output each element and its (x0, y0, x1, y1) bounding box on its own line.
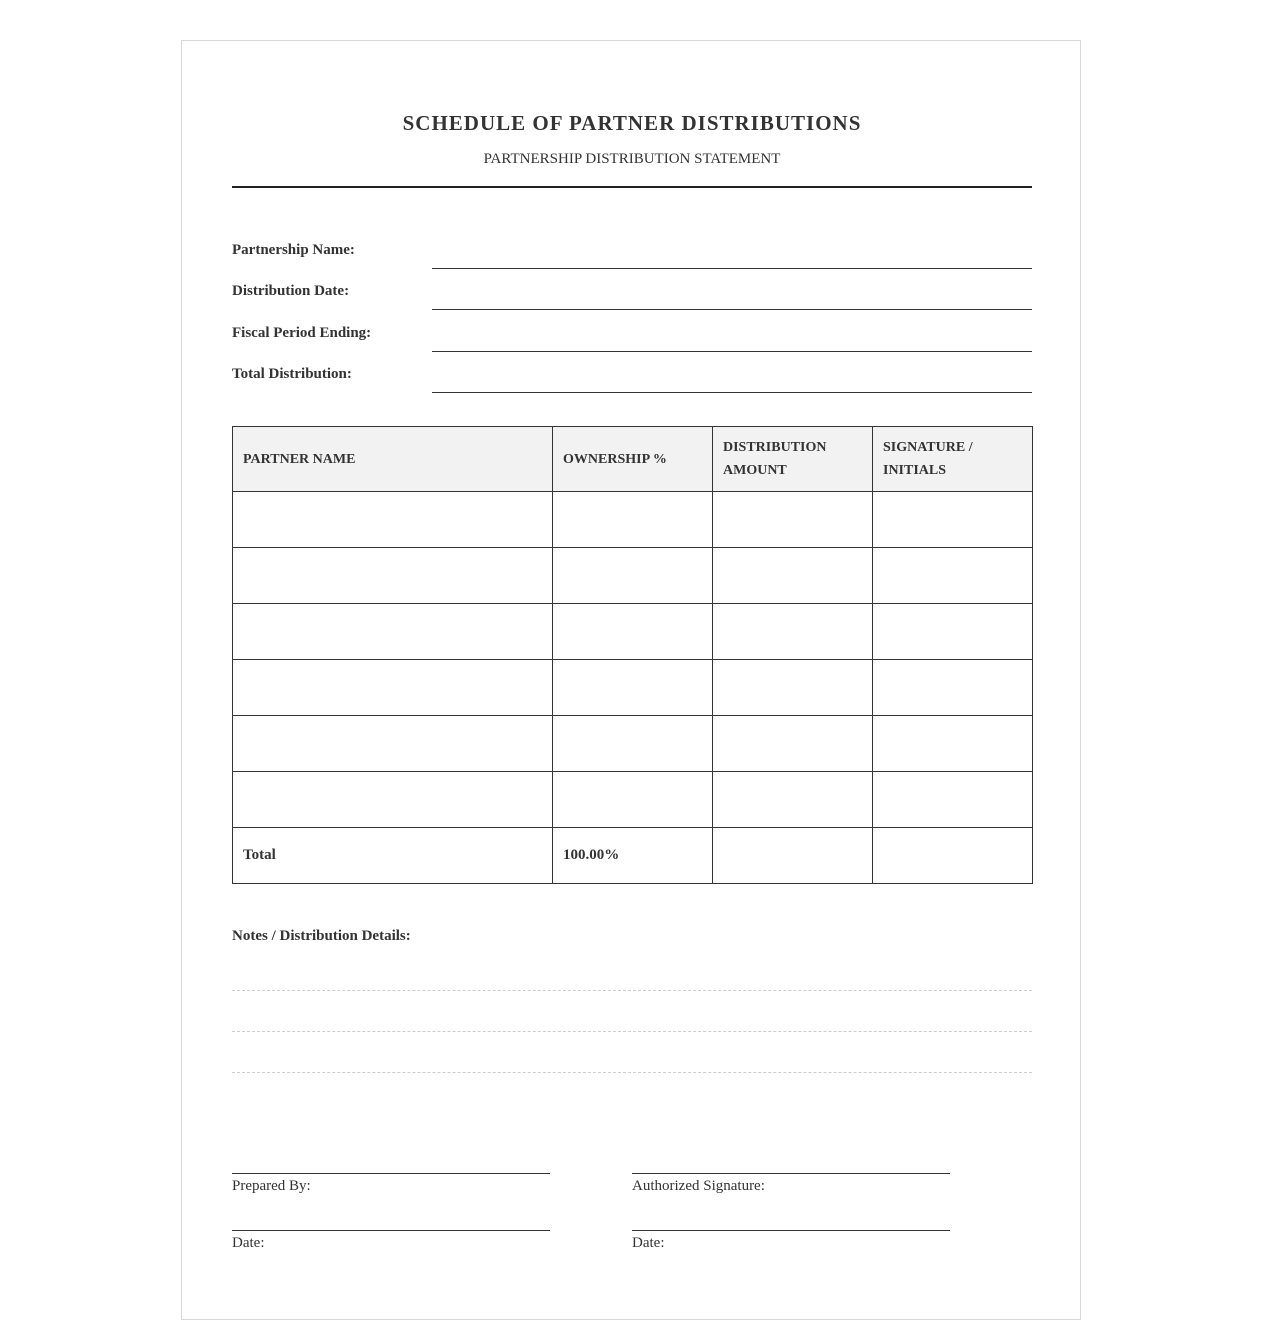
partner-name-cell[interactable] (233, 660, 553, 716)
notes-label: Notes / Distribution Details: (232, 928, 411, 944)
ownership-cell[interactable] (553, 716, 713, 772)
document-page (181, 40, 1081, 1320)
table-header-row (233, 427, 1033, 492)
authorized-signature-block (632, 1173, 950, 1195)
document-title: SCHEDULE OF PARTNER DISTRIBUTIONS (402, 111, 862, 135)
notes-line[interactable] (232, 1072, 1032, 1073)
fiscal-period-ending-field (232, 322, 1032, 346)
table-row (233, 548, 1033, 604)
distribution-date-field (232, 280, 1032, 304)
signature-cell[interactable] (873, 716, 1033, 772)
table-row (233, 492, 1033, 548)
total-ownership-cell: 100.00% (553, 828, 713, 884)
ownership-cell[interactable] (553, 772, 713, 828)
partner-name-cell[interactable] (233, 716, 553, 772)
authorized-date-block (632, 1230, 950, 1252)
title-divider (232, 186, 1032, 188)
table-row (233, 716, 1033, 772)
partner-name-cell[interactable] (233, 548, 553, 604)
total-distribution-line[interactable] (432, 392, 1032, 393)
total-signature-cell[interactable] (873, 828, 1033, 884)
total-label-cell: Total (233, 828, 553, 884)
signature-cell[interactable] (873, 604, 1033, 660)
total-row (233, 828, 1033, 884)
ownership-cell[interactable] (553, 548, 713, 604)
distribution-date-line[interactable] (432, 309, 1032, 310)
total-distribution-label: Total Distribution: (232, 366, 352, 382)
table-row (233, 660, 1033, 716)
fiscal-period-ending-label: Fiscal Period Ending: (232, 325, 372, 341)
prepared-date-block (232, 1230, 550, 1252)
amount-cell[interactable] (713, 660, 873, 716)
prepared-by-block (232, 1173, 550, 1195)
fiscal-period-ending-line[interactable] (432, 351, 1032, 352)
ownership-cell[interactable] (553, 492, 713, 548)
partnership-name-label: Partnership Name: (232, 242, 355, 258)
document-subtitle: PARTNERSHIP DISTRIBUTION STATEMENT (483, 151, 781, 167)
amount-cell[interactable] (713, 716, 873, 772)
signature-cell[interactable] (873, 772, 1033, 828)
total-distribution-field (232, 363, 1032, 387)
authorized-signature-label: Authorized Signature: (632, 1178, 765, 1194)
amount-cell[interactable] (713, 492, 873, 548)
header-partner-name: PARTNER NAME (233, 427, 553, 492)
ownership-cell[interactable] (553, 604, 713, 660)
prepared-by-line[interactable] (232, 1173, 550, 1174)
partner-name-cell[interactable] (233, 772, 553, 828)
header-signature: SIGNATURE / INITIALS (873, 427, 1033, 492)
header-ownership: OWNERSHIP % (553, 427, 713, 492)
prepared-date-line[interactable] (232, 1230, 550, 1231)
authorized-date-label: Date: (632, 1235, 665, 1251)
ownership-cell[interactable] (553, 660, 713, 716)
table-row (233, 772, 1033, 828)
signature-cell[interactable] (873, 660, 1033, 716)
prepared-by-label: Prepared By: (232, 1178, 311, 1194)
table-row (233, 604, 1033, 660)
partnership-name-field (232, 239, 1032, 263)
distribution-date-label: Distribution Date: (232, 283, 350, 299)
partner-name-cell[interactable] (233, 492, 553, 548)
total-amount-cell[interactable] (713, 828, 873, 884)
partnership-name-line[interactable] (432, 268, 1032, 269)
authorized-date-line[interactable] (632, 1230, 950, 1231)
amount-cell[interactable] (713, 548, 873, 604)
signature-cell[interactable] (873, 548, 1033, 604)
header-distribution-amount: DISTRIBUTION AMOUNT (713, 427, 873, 492)
prepared-date-label: Date: (232, 1235, 265, 1251)
amount-cell[interactable] (713, 604, 873, 660)
notes-line[interactable] (232, 1031, 1032, 1032)
signature-cell[interactable] (873, 492, 1033, 548)
authorized-signature-line[interactable] (632, 1173, 950, 1174)
notes-line[interactable] (232, 990, 1032, 991)
distribution-table (232, 426, 1033, 884)
amount-cell[interactable] (713, 772, 873, 828)
partner-name-cell[interactable] (233, 604, 553, 660)
